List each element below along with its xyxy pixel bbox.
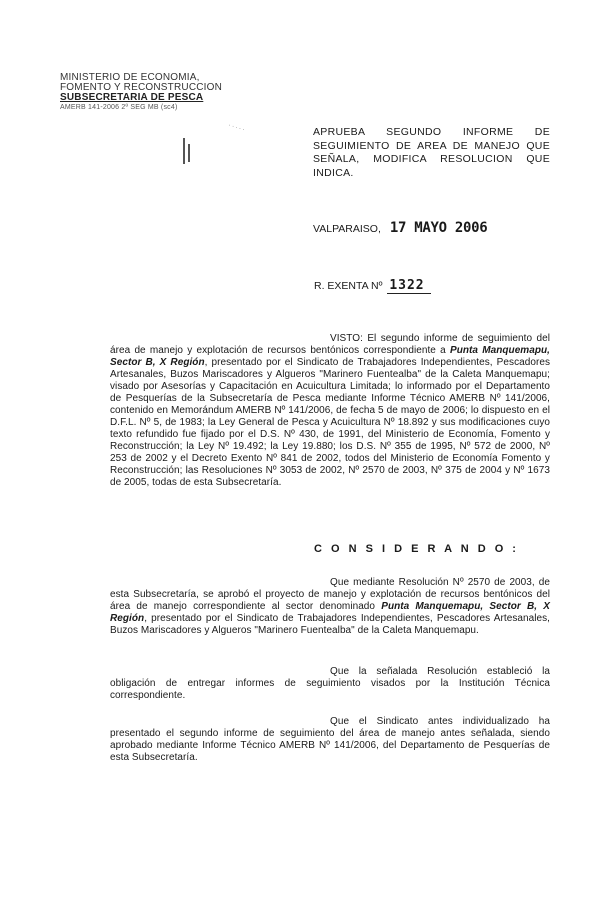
- considerando-paragraph-2: Que la señalada Resolución estableció la obligación de entregar informes de seguimiento visados por la Institución Técnica correspondiente.: [110, 666, 550, 701]
- visto-text: VISTO: El segundo informe de seguimiento del área de manejo y explotación de recursos bentónicos correspondiente a: [110, 333, 550, 356]
- resolution-number: 1322: [387, 278, 430, 294]
- resolution-line: [314, 278, 431, 294]
- date-stamp: 17 MAYO 2006: [389, 220, 488, 236]
- margin-mark: [183, 138, 185, 164]
- ministry-name-line1: MINISTERIO DE ECONOMIA,: [60, 72, 200, 83]
- considerando-heading: C O N S I D E R A N D O :: [314, 543, 519, 555]
- visto-area-name: Punta Manquemapu, Sector B, X Región: [110, 345, 551, 368]
- ministry-header: [60, 73, 230, 112]
- internal-reference: AMERB 141-2006 2º SEG MB (sc4): [60, 104, 178, 111]
- considerando-text: Que mediante Resolución Nº 2570 de 2003, de esta Subsecretaría, se aprobó el proyecto de manejo y explotación de recursos bentónicos del área de manejo correspondiente al sector denominado: [110, 577, 550, 612]
- place-date: [313, 220, 487, 236]
- subsecretaria-name: SUBSECRETARIA DE PESCA: [60, 92, 204, 103]
- considerando-paragraph-1: [110, 577, 550, 637]
- considerando-text: , presentado por el Sindicato de Trabajadores Independientes, Pescadores Artesanales, Buzos Mariscadores y Algueros "Marinero Fuentealba" de la Caleta Manquemapu.: [110, 613, 550, 636]
- ministry-name-line2: FOMENTO Y RECONSTRUCCION: [60, 82, 223, 93]
- considerando-paragraph-3: Que el Sindicato antes individualizado ha presentado el segundo informe de seguimiento del área de manejo antes señalada, siendo aprobado mediante Informe Técnico AMERB Nº 141/2006, del Departamento de Pesquerías de esta Subsecretaría.: [110, 716, 550, 763]
- margin-mark: [188, 144, 190, 162]
- place-label: VALPARAISO,: [313, 223, 381, 235]
- resolution-label: R. EXENTA Nº: [314, 280, 383, 292]
- visto-paragraph: [110, 333, 550, 489]
- visto-text: , presentado por el Sindicato de Trabajadores Independientes, Pescadores Artesanales, Buzos Mariscadores y Algueros "Marinero Fuentealba" de la Caleta Manquemapu; visado por Asesorías y Capacitación en Acuicultura Limitada; lo informado por el Departamento de Pesquerías de la Subsecretaría de Pesca mediante Informe Técnico AMERB Nº 141/2006, contenido en Memorándum AMERB Nº 141/2006, de fecha 5 de mayo de 2006; lo dispuesto en el D.F.L. Nº 5, de 1983; la Ley General de Pesca y Acuicultura Nº 18.892 y sus modificaciones cuyo texto refundido fue fijado por el D.S. Nº 430, de 1991, del Ministerio de Economía, Fomento y Reconstrucción; la Ley Nº 19.492; la Ley 19.880; los D.S. Nº 355 de 1995, Nº 572 de 2000, Nº 253 de 2002 y el Decreto Exento Nº 841 de 2002, todos del Ministerio de Economía Fomento y Reconstrucción; las Resoluciones Nº 3053 de 2002, Nº 2570 de 2003, Nº 375 de 2004 y Nº 1673 de 2005, todas de esta Subsecretaría.: [110, 357, 550, 488]
- subject-summary: APRUEBA SEGUNDO INFORME DE SEGUIMIENTO DE AREA DE MANEJO QUE SEÑALA, MODIFICA RESOLUCION QUE INDICA.: [313, 126, 550, 179]
- stamp-mark: · · · · ·: [227, 122, 246, 134]
- considerando-area-name: Punta Manquemapu, Sector B, X Región: [110, 601, 550, 624]
